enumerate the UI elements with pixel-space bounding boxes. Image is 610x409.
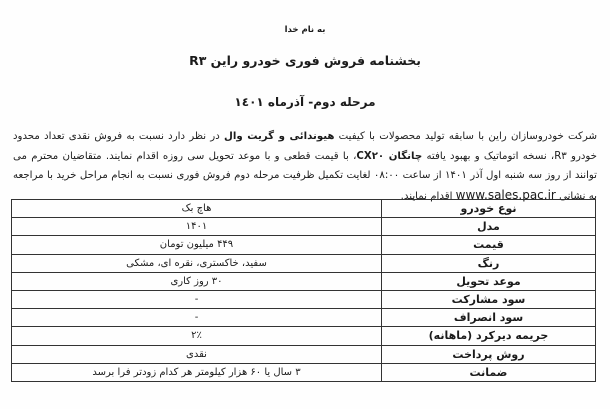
sales-website-url: www.sales.pac.ir — [455, 187, 556, 202]
spec-value: ۲٪ — [12, 327, 382, 345]
spec-label: رنگ — [382, 254, 596, 272]
spec-table — [11, 199, 596, 382]
spec-label: مدل — [382, 218, 596, 236]
intro-paragraph — [13, 127, 597, 206]
spec-label: نوع خودرو — [382, 200, 596, 218]
spec-value: هاچ بک — [12, 200, 382, 218]
spec-label: ضمانت — [382, 363, 596, 381]
spec-row-delivery-date — [12, 272, 596, 290]
spec-label: موعد تحویل — [382, 272, 596, 290]
spec-value: نقدی — [12, 345, 382, 363]
spec-value: ۳ سال یا ۶۰ هزار کیلومتر هر کدام زودتر فرا برسد — [12, 363, 382, 381]
intro-text-2: در نظر دارد نسبت به فروش نقدی تعداد محدود خودرو R۳، نسخه اتوماتیک و بهبود یافته — [13, 131, 597, 162]
model-name-bold: چانگان CX۲۰ — [356, 150, 423, 162]
spec-label: روش پرداخت — [382, 345, 596, 363]
spec-value: ۴۴۹ میلیون تومان — [12, 236, 382, 254]
spec-value: - — [12, 290, 382, 308]
spec-value: ۳۰ روز کاری — [12, 272, 382, 290]
spec-row-color — [12, 254, 596, 272]
intro-text-4: اقدام نمایند. — [400, 190, 456, 202]
spec-label: جریمه دیرکرد (ماهانه) — [382, 327, 596, 345]
intro-text-1: شرکت خودروسازان راین با سابقه تولید محصولات با کیفیت — [334, 131, 598, 142]
spec-row-payment-method — [12, 345, 596, 363]
bulletin-subtitle: مرحله دوم- آذرماه ١٤٠١ — [234, 95, 376, 109]
brand-names-bold: هیوندائی و گریت وال — [223, 131, 335, 142]
spec-row-model — [12, 218, 596, 236]
spec-row-participation-profit — [12, 290, 596, 308]
spec-label: سود مشارکت — [382, 290, 596, 308]
bismillah-text: به نام خدا — [284, 25, 326, 35]
spec-value: ۱۴۰۱ — [12, 218, 382, 236]
spec-row-vehicle-type — [12, 200, 596, 218]
spec-row-late-penalty — [12, 327, 596, 345]
intro-text-3: ، با قیمت قطعی و با موعد تحویل سی روزه اقدام نمایند. متقاضیان محترم می توانند از روز سه شنبه اول آذر ۱۴۰۱ از ساعت ۰۸:۰۰ لغایت تکمیل ظرفیت مرحله دوم فروش فوری نسبت به انجام مراحل خرید با مراجعه به نشانی — [13, 150, 598, 202]
spec-value: - — [12, 309, 382, 327]
spec-label: سود انصراف — [382, 309, 596, 327]
spec-label: قیمت — [382, 236, 596, 254]
spec-value: سفید، خاکستری، نقره ای، مشکی — [12, 254, 382, 272]
spec-row-price — [12, 236, 596, 254]
spec-row-cancellation-profit — [12, 309, 596, 327]
spec-row-warranty — [12, 363, 596, 381]
bulletin-title: بخشنامه فروش فوری خودرو راین R۳ — [189, 53, 421, 68]
